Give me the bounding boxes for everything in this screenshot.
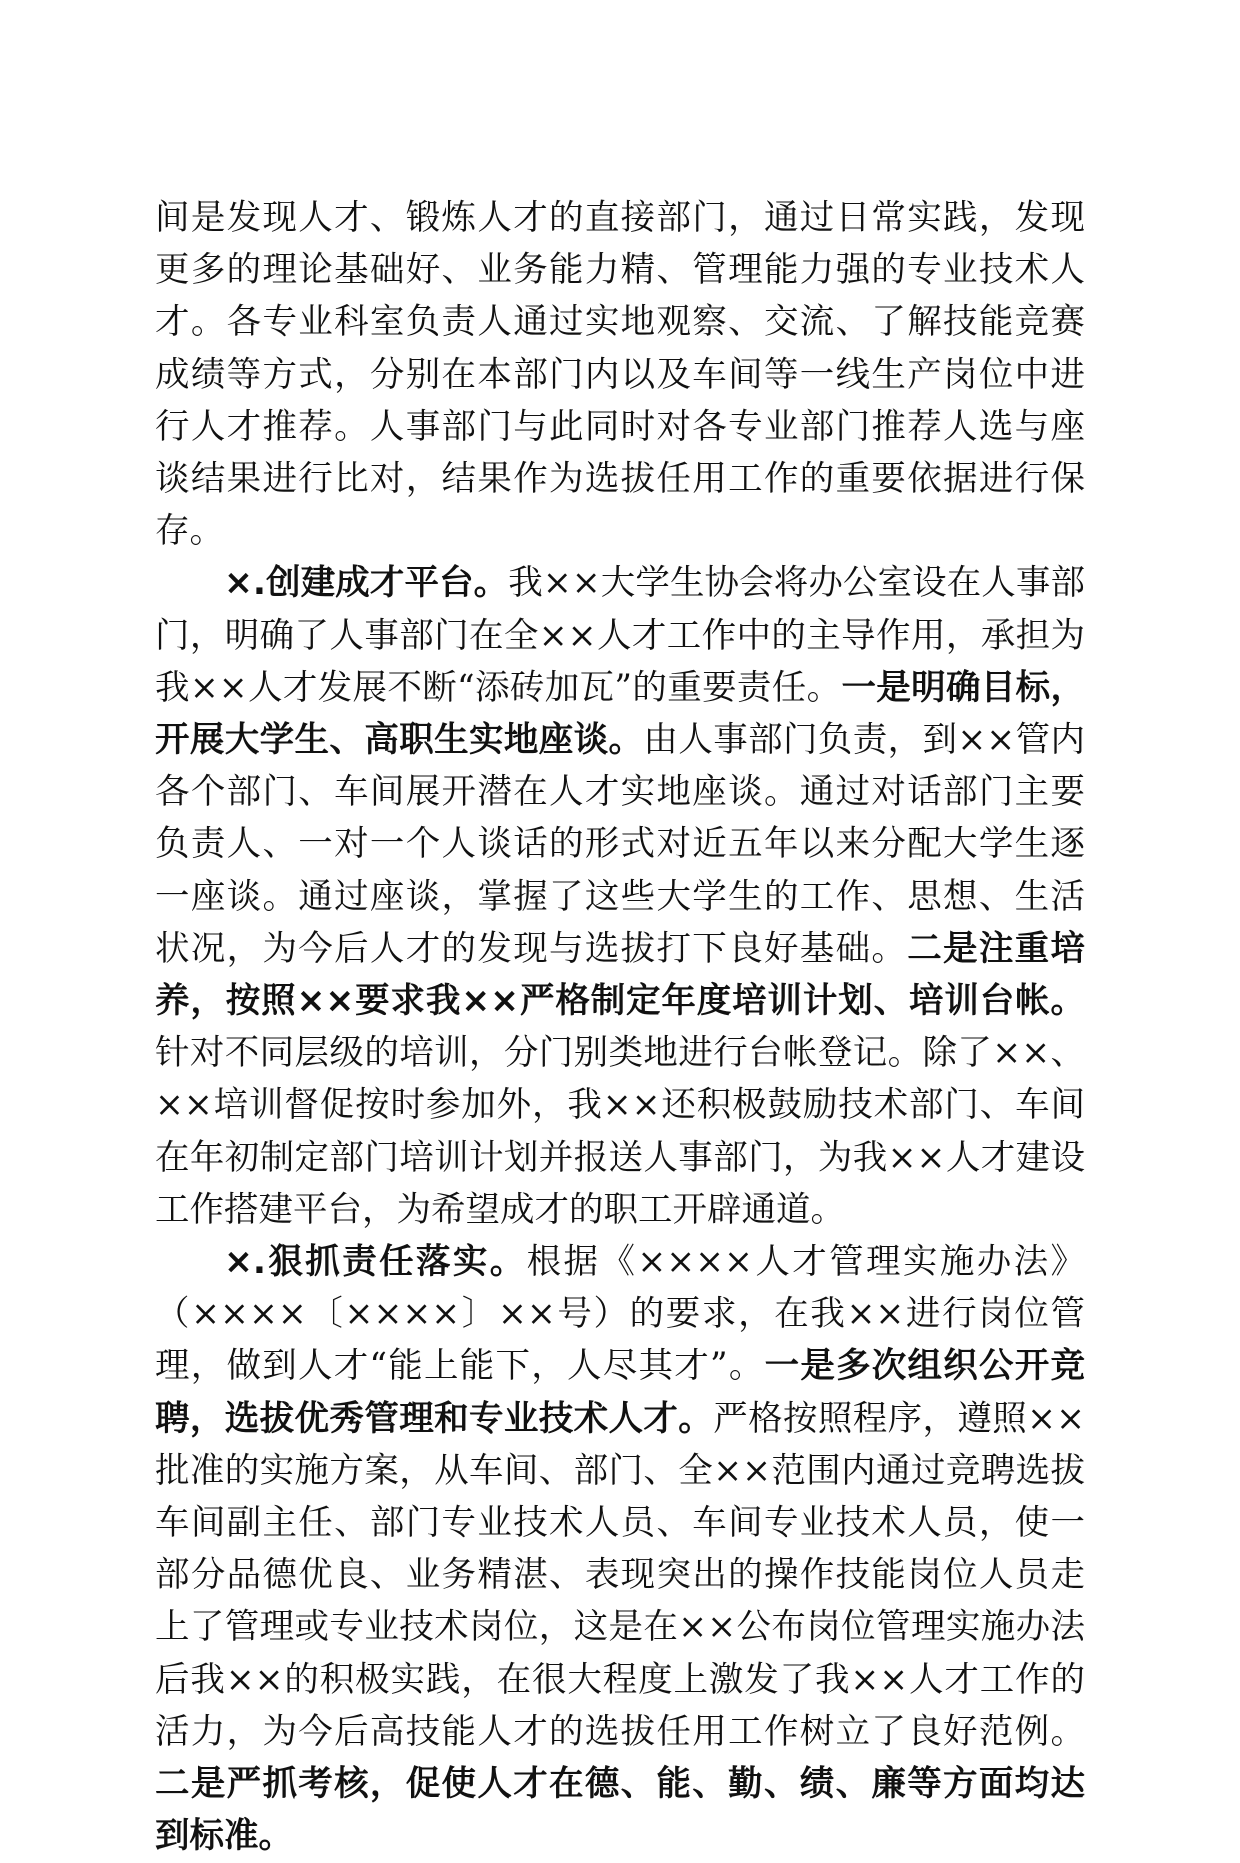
bold-point: 一是多次组织公开竞聘，选拔优秀管理和专业技术人才。: [155, 1346, 1086, 1439]
bold-point: 二是严抓考核，促使人才在德、能、勤、绩、廉等方面均达到标准。: [155, 1764, 1085, 1857]
section-heading: ×.狠抓责任落实。: [224, 1242, 527, 1283]
bold-point: 一是明确目标，开展大学生、高职生实地座谈。: [155, 667, 1086, 761]
text-segment: 严格按照程序，遵照××批准的实施方案，从车间、部门、全××范围内通过竞聘选拔车间副主任、部门专业技术人员、车间专业技术人员，使一部分品德优良、业务精湛、表现突出的操作技能岗位人员走上了管理或专业技术岗位，这是在××公布岗位管理实施办法后我××的积极实践，在很大程度上激发了我××人才工作的活力，为今后高技能人才的选拔任用工作树立了良好范例。: [155, 1398, 1085, 1752]
paragraph-2: [155, 557, 1085, 1236]
text-segment: 根据《××××人才管理实施办法》（××××〔××××〕××号）的要求，在我××进行岗位管理，做到人才“能上能下，人尽其才”。: [155, 1242, 1085, 1387]
bold-point: 二是注重培养，按照××要求我××严格制定年度培训计划、培训台帐。: [155, 928, 1085, 1022]
text-segment: 间是发现人才、锻炼人才的直接部门，通过日常实践，发现更多的理论基础好、业务能力精、管理能力强的专业技术人才。各专业科室负责人通过实地观察、交流、了解技能竞赛成绩等方式，分别在本部门内以及车间等一线生产岗位中进行人才推荐。人事部门与此同时对各专业部门推荐人选与座谈结果进行比对，结果作为选拔任用工作的重要依据进行保存。: [155, 198, 1085, 552]
text-segment: 针对不同层级的培训，分门别类地进行台帐登记。除了××、××培训督促按时参加外，我××还积极鼓励技术部门、车间在年初制定部门培训计划并报送人事部门，为我××人才建设工作搭建平台，为希望成才的职工开辟通道。: [155, 1033, 1085, 1230]
text-segment: 我××大学生协会将办公室设在人事部门，明确了人事部门在全××人才工作中的主导作用，承担为我××人才发展不断“添砖加瓦”的重要责任。: [155, 563, 1085, 708]
paragraph-3: [155, 1236, 1085, 1862]
text-segment: 由人事部门负责，到××管内各个部门、车间展开潜在人才实地座谈。通过对话部门主要负责人、一对一个人谈话的形式对近五年以来分配大学生逐一座谈。通过座谈，掌握了这些大学生的工作、思想、生活状况，为今后人才的发现与选拔打下良好基础。: [155, 720, 1085, 969]
paragraph-1: [155, 192, 1085, 557]
section-heading: ×.创建成才平台。: [224, 563, 509, 604]
body-text: [155, 192, 1085, 1863]
